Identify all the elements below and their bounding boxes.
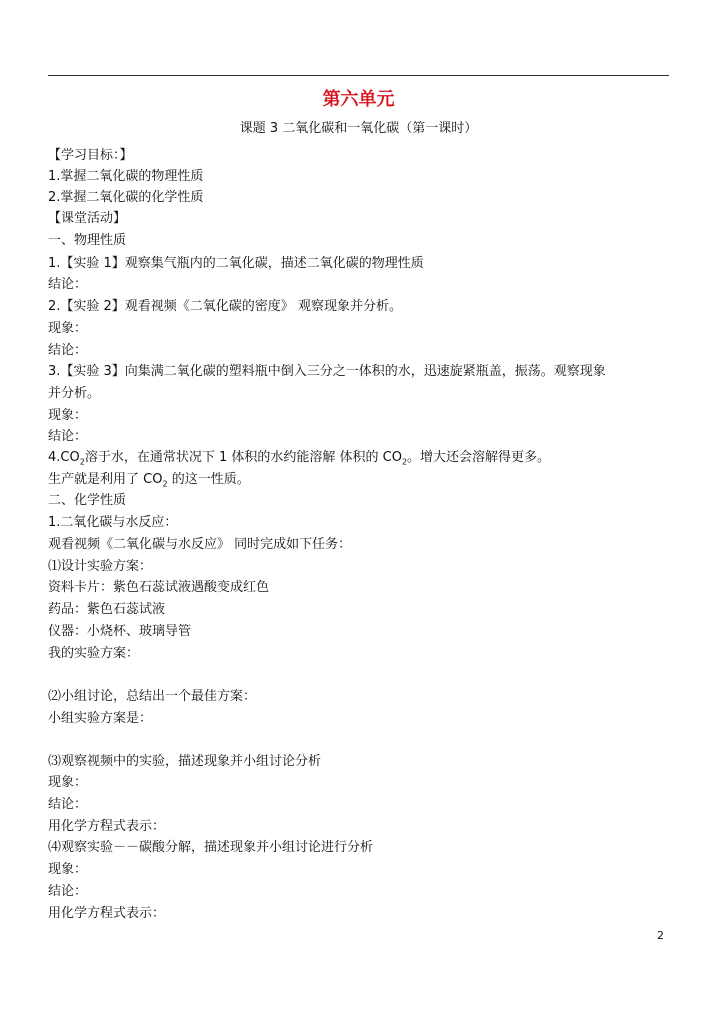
info-card: 资料卡片：紫色石蕊试液遇酸变成红色 xyxy=(48,580,270,595)
unit-title: 第六单元 xyxy=(322,89,395,110)
q4-text-h: 的这一性质。 xyxy=(167,472,250,487)
step-2: ⑵小组讨论，总结出一个最佳方案： xyxy=(48,689,257,704)
question-4-line-1 xyxy=(48,448,550,473)
experiment-1: 1.【实验 1】观察集气瓶内的二氧化碳，描述二氧化碳的物理性质 xyxy=(48,256,424,271)
q4-text-d: 。增大 xyxy=(407,450,447,465)
exp2-conclusion-label: 结论： xyxy=(48,343,88,358)
exp1-conclusion-line xyxy=(48,275,87,295)
chemical-heading: 二、化学性质 xyxy=(48,493,127,508)
my-plan-label: 我的实验方案： xyxy=(48,646,140,661)
instrument: 仪器：小烧杯、玻璃导管 xyxy=(48,624,192,639)
step3-phenomenon-label: 现象： xyxy=(48,775,88,790)
exp2-conclusion-line xyxy=(48,341,87,361)
step3-equation-label: 用化学方程式表示： xyxy=(48,819,166,834)
page-number: 2 xyxy=(657,929,664,942)
step4-equation-label: 用化学方程式表示： xyxy=(48,906,166,921)
q4-text-f: 生产 xyxy=(48,472,75,487)
exp2-phenomenon-label: 现象： xyxy=(48,321,88,336)
step-1: ⑴设计实验方案： xyxy=(48,559,153,574)
step-3: ⑶观察视频中的实验，描述现象并小组讨论分析 xyxy=(48,754,322,769)
q4-subscript-1: 2 xyxy=(79,457,85,467)
q4-text-a: 4.CO xyxy=(48,450,80,465)
q4-text-b: 溶于水，在通常状况下 1 体积的水约能溶解 xyxy=(84,450,336,465)
step-4: ⑷观察实验－－碳酸分解，描述现象并小组讨论进行分析 xyxy=(48,840,374,855)
experiment-3-line-1: 3.【实验 3】向集满二氧化碳的塑料瓶中倒入三分之一体积的水，迅速旋紧瓶盖，振荡。观察现象 xyxy=(48,364,606,379)
header-rule xyxy=(48,75,669,76)
step3-conclusion-label: 结论： xyxy=(48,797,88,812)
step3-conclusion-line xyxy=(48,795,87,815)
step4-conclusion-line xyxy=(48,882,87,902)
activity-heading: 【课堂活动】 xyxy=(48,211,127,226)
objectives-heading: 【学习目标：】 xyxy=(48,148,133,163)
q4-subscript-3: 2 xyxy=(162,479,168,489)
exp3-phenomenon-label: 现象： xyxy=(48,408,88,423)
exp1-conclusion-label: 结论： xyxy=(48,277,88,292)
exp2-phenomenon-line xyxy=(48,319,87,339)
step3-phenomenon-line xyxy=(48,773,87,793)
lesson-subtitle: 课题 3 二氧化碳和一氧化碳（第一课时） xyxy=(239,121,478,136)
experiment-3-line-2: 并分析。 xyxy=(48,386,101,401)
group-plan-label: 小组实验方案是： xyxy=(48,711,153,726)
step4-conclusion-label: 结论： xyxy=(48,884,88,899)
chemical-sub-1: 1.二氧化碳与水反应： xyxy=(48,515,178,530)
step4-phenomenon-line xyxy=(48,860,87,880)
q4-subscript-2: 2 xyxy=(401,457,408,467)
step3-equation-line xyxy=(48,817,165,837)
physical-heading: 一、物理性质 xyxy=(48,233,127,248)
step4-phenomenon-label: 现象： xyxy=(48,862,88,877)
step4-equation-line xyxy=(48,904,165,924)
video-instruction: 观看视频《二氧化碳与水反应》 同时完成如下任务： xyxy=(48,537,352,552)
q4-text-e: 还会溶解得更多。 xyxy=(446,450,551,465)
my-plan-line xyxy=(48,644,139,664)
exp3-phenomenon-line xyxy=(48,406,87,426)
q4-text-g: 就是利用了 CO xyxy=(74,472,163,487)
exp3-conclusion-label: 结论： xyxy=(48,429,88,444)
q4-text-c: 体积的 CO xyxy=(335,450,402,465)
objective-item-2: 2.掌握二氧化碳的化学性质 xyxy=(48,190,204,205)
objective-item-1: 1.掌握二氧化碳的物理性质 xyxy=(48,169,204,184)
reagent: 药品：紫色石蕊试液 xyxy=(48,602,166,617)
experiment-2: 2.【实验 2】观看视频《二氧化碳的密度》 观察现象并分析。 xyxy=(48,299,402,314)
exp3-conclusion-line xyxy=(48,427,87,447)
